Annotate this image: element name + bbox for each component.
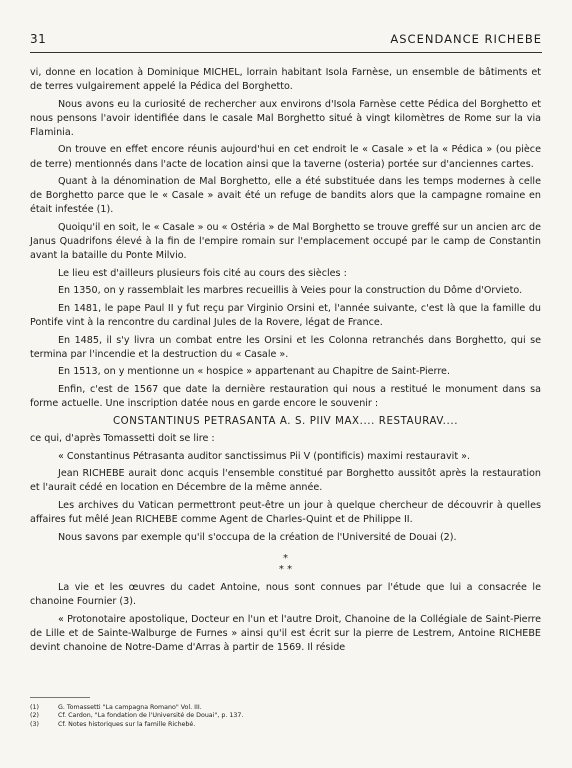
paragraph: « Constantinus Pétrasanta auditor sanctissimus Pii V (pontificis) maximi restauravit ». [58,450,471,462]
footnote-number: (2) [30,712,39,720]
footnote-text: Cf. Notes historiques sur la famille Richebé. [58,720,196,728]
page-number: 31 [30,32,47,46]
footnote-number: (1) [30,704,39,711]
paragraph: Les archives du Vatican permettront peut-être un jour à quelque chercheur de découvrir à quelles affaires fut mêlé Jean RICHEBE comme Agent de Charles-Quint et de Philippe II. [30,500,541,526]
paragraph: En 1350, on y rassemblait les marbres recueillis à Veies pour la construction du Dôme d'Orvieto. [58,285,523,297]
footnote-text: G. Tomassetti "La campagna Romano" Vol. III. [58,704,202,711]
footnotes [30,704,541,729]
paragraph: vi, donne en location à Dominique MICHEL, lorrain habitant Isola Farnèse, un ensemble de bâtiments et de terres vulgairement appelé la Pédica del Borghetto. [30,67,541,93]
section-separator [30,553,541,575]
separator-star: * [283,552,288,564]
paragraph: Le lieu est d'ailleurs plusieurs fois cité au cours des siècles : [58,267,347,279]
paragraph: Nous avons eu la curiosité de rechercher aux environs d'Isola Farnèse cette Pédica del Borghetto et nous pensons l'avoir identifiée dans le casale Mal Borghetto situé à vingt kilomètres de Rome sur la via Flaminia. [30,98,541,138]
footnote [30,712,541,720]
paragraph: Jean RICHEBE aurait donc acquis l'ensemble constitué par Borghetto aussitôt après la restauration et l'aurait cédé en location en Décembre de la même année. [30,468,541,494]
paragraph: En 1481, le pape Paul II y fut reçu par Virginio Orsini et, l'année suivante, c'est là que la famille du Pontife vint à la rencontre du cardinal Jules de la Rovere, légat de France. [30,302,541,328]
page-header [30,32,542,46]
separator-stars: * * [278,563,293,575]
footnote-number: (3) [30,720,39,728]
header-rule [30,52,542,53]
paragraph: Quoiqu'il en soit, le « Casale » ou « Ostéria » de Mal Borghetto se trouve greffé sur un ancien arc de Janus Quadrifons élevé à la fin de l'empire romain sur l'emplacement occupé par le camp de Constantin avant la bataille du Ponte Milvio. [30,221,541,262]
inscription: CONSTANTINUS PETRASANTA A. S. PIIV MAX.... RESTAURAV.... [112,415,459,427]
paragraph: On trouve en effet encore réunis aujourd'hui en cet endroit le « Casale » et la « Pédica » (ou pièce de terre) mentionnés dans l'acte de location ainsi que la taverne (osteria) portée sur d'anciennes cartes. [30,144,541,170]
footnote-text: Cf. Cardon, "La fondation de l'Université de Douai", p. 137. [58,712,244,720]
paragraph: « Protonotaire apostolique, Docteur en l'un et l'autre Droit, Chanoine de la Collégiale de Saint-Pierre de Lille et de Sainte-Walburge de Furnes » ainsi qu'il est écrit sur la pierre de Lestrem, Antoine RICHEBE devint chanoine de Notre-Dame d'Arras à partir de 1569. Il réside [30,613,541,653]
footnote-rule [30,697,90,698]
paragraph: La vie et les œuvres du cadet Antoine, nous sont connues par l'étude que lui a consacrée le chanoine Fournier (3). [30,581,541,607]
paragraph: En 1485, il s'y livra un combat entre les Orsini et les Colonna retranchés dans Borghetto, qui se termina par l'incendie et la destruction du « Casale ». [30,334,541,360]
paragraph: Quant à la dénomination de Mal Borghetto, elle a été substituée dans les temps modernes à celle de Borghetto parce que le « Casale » avait été un refuge de bandits alors que la campagne romaine en était infestée (1). [30,176,541,216]
body-text [30,66,541,658]
paragraph: Enfin, c'est de 1567 que date la dernière restauration qui nous a restitué le monument dans sa forme actuelle. Une inscription datée nous en garde encore le souvenir : [30,383,541,409]
paragraph: En 1513, on y mentionne un « hospice » appartenant au Chapitre de Saint-Pierre. [58,366,450,378]
paragraph: Nous savons par exemple qu'il s'occupa de la création de l'Université de Douai (2). [58,531,457,543]
paragraph: ce qui, d'après Tomassetti doit se lire : [30,433,215,445]
footnote [30,721,541,729]
running-title: ASCENDANCE RICHEBE [390,32,542,46]
